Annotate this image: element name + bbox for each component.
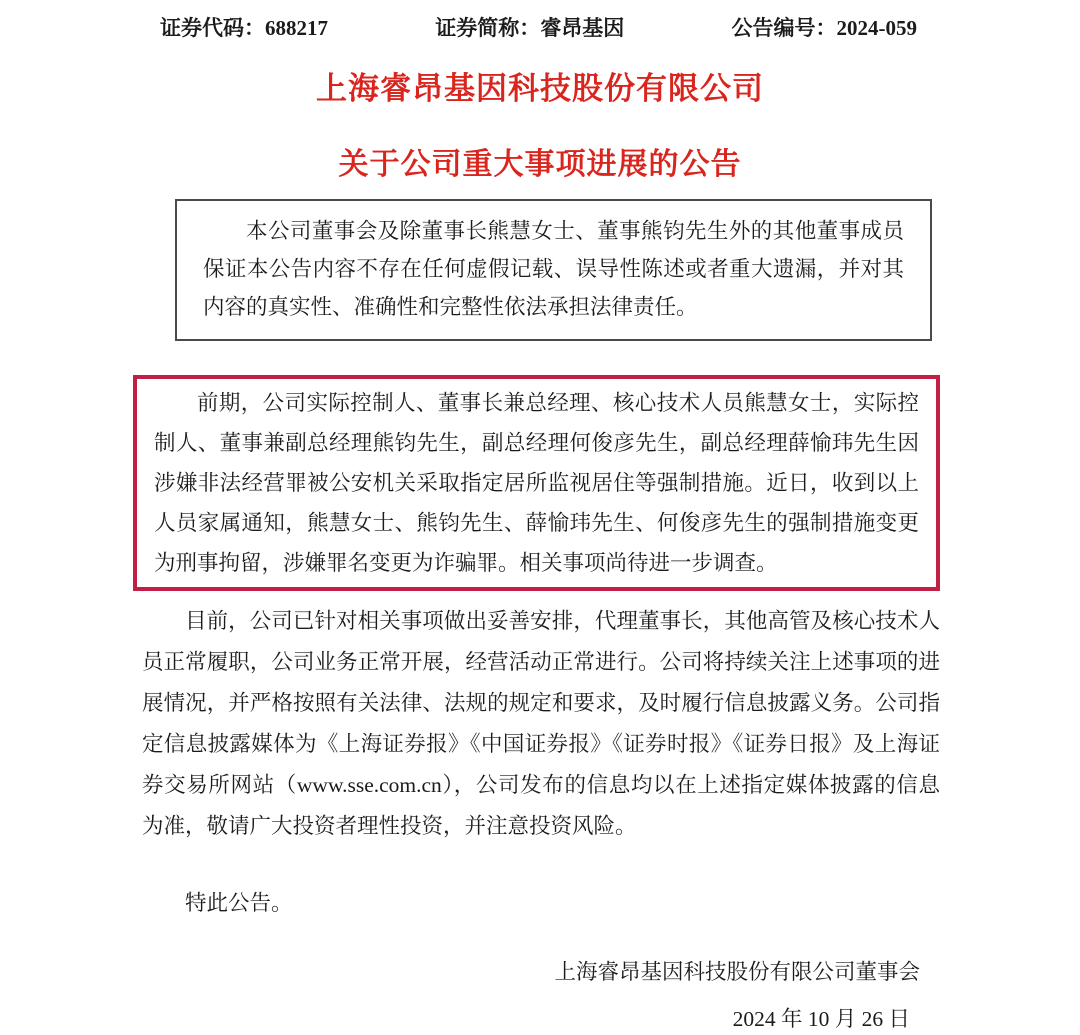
- announcement-title: 关于公司重大事项进展的公告: [338, 148, 742, 182]
- document-meta-row: [0, 0, 1080, 43]
- announcement-number-label: 公告编号：: [731, 16, 837, 40]
- date-line: 2024 年 10 月 26 日: [732, 1007, 910, 1032]
- disclaimer-text: 本公司董事会及除董事长熊慧女士、董事熊钧先生外的其他董事成员保证本公告内容不存在任何虚假记载、误导性陈述或者重大遗漏，并对其内容的真实性、准确性和完整性依法承担法律责任。: [203, 219, 904, 320]
- stock-name-label: 证券简称：: [435, 16, 541, 40]
- announcement-number-value: 2024-059: [836, 16, 917, 40]
- highlighted-paragraph-box: [133, 375, 940, 591]
- company-title: 上海睿昂基因科技股份有限公司: [316, 71, 764, 107]
- stock-code-value: 688217: [265, 16, 328, 40]
- stock-code-label: 证券代码：: [160, 16, 265, 40]
- signature-line: 上海睿昂基因科技股份有限公司董事会: [554, 960, 920, 985]
- highlighted-paragraph-text: 前期，公司实际控制人、董事长兼总经理、核心技术人员熊慧女士，实际控制人、董事兼副总经理熊钧先生，副总经理何俊彦先生，副总经理薛愉玮先生因涉嫌非法经营罪被公安机关采取指定居所监视居住等强制措施。近日，收到以上人员家属通知，熊慧女士、熊钧先生、薛愉玮先生、何俊彦先生的强制措施变更为刑事拘留，涉嫌罪名变更为诈骗罪。相关事项尚待进一步调查。: [154, 391, 919, 576]
- stock-name-field: [435, 14, 624, 43]
- announcement-number-field: [732, 14, 918, 43]
- stock-name-value: 睿昂基因: [540, 16, 625, 40]
- body-paragraph: 目前，公司已针对相关事项做出妥善安排，代理董事长，其他高管及核心技术人员正常履职，公司业务正常开展，经营活动正常进行。公司将持续关注上述事项的进展情况，并严格按照有关法律、法规的规定和要求，及时履行信息披露义务。公司指定信息披露媒体为《上海证券报》《中国证券报》《证券时报》《证券日报》及上海证券交易所网站（www.sse.com.cn），公司发布的信息均以在上述指定媒体披露的信息为准，敬请广大投资者理性投资，并注意投资风险。: [142, 609, 940, 839]
- closing-line: 特此公告。: [185, 891, 293, 916]
- disclaimer-box: [175, 199, 932, 341]
- stock-code-field: [160, 14, 328, 43]
